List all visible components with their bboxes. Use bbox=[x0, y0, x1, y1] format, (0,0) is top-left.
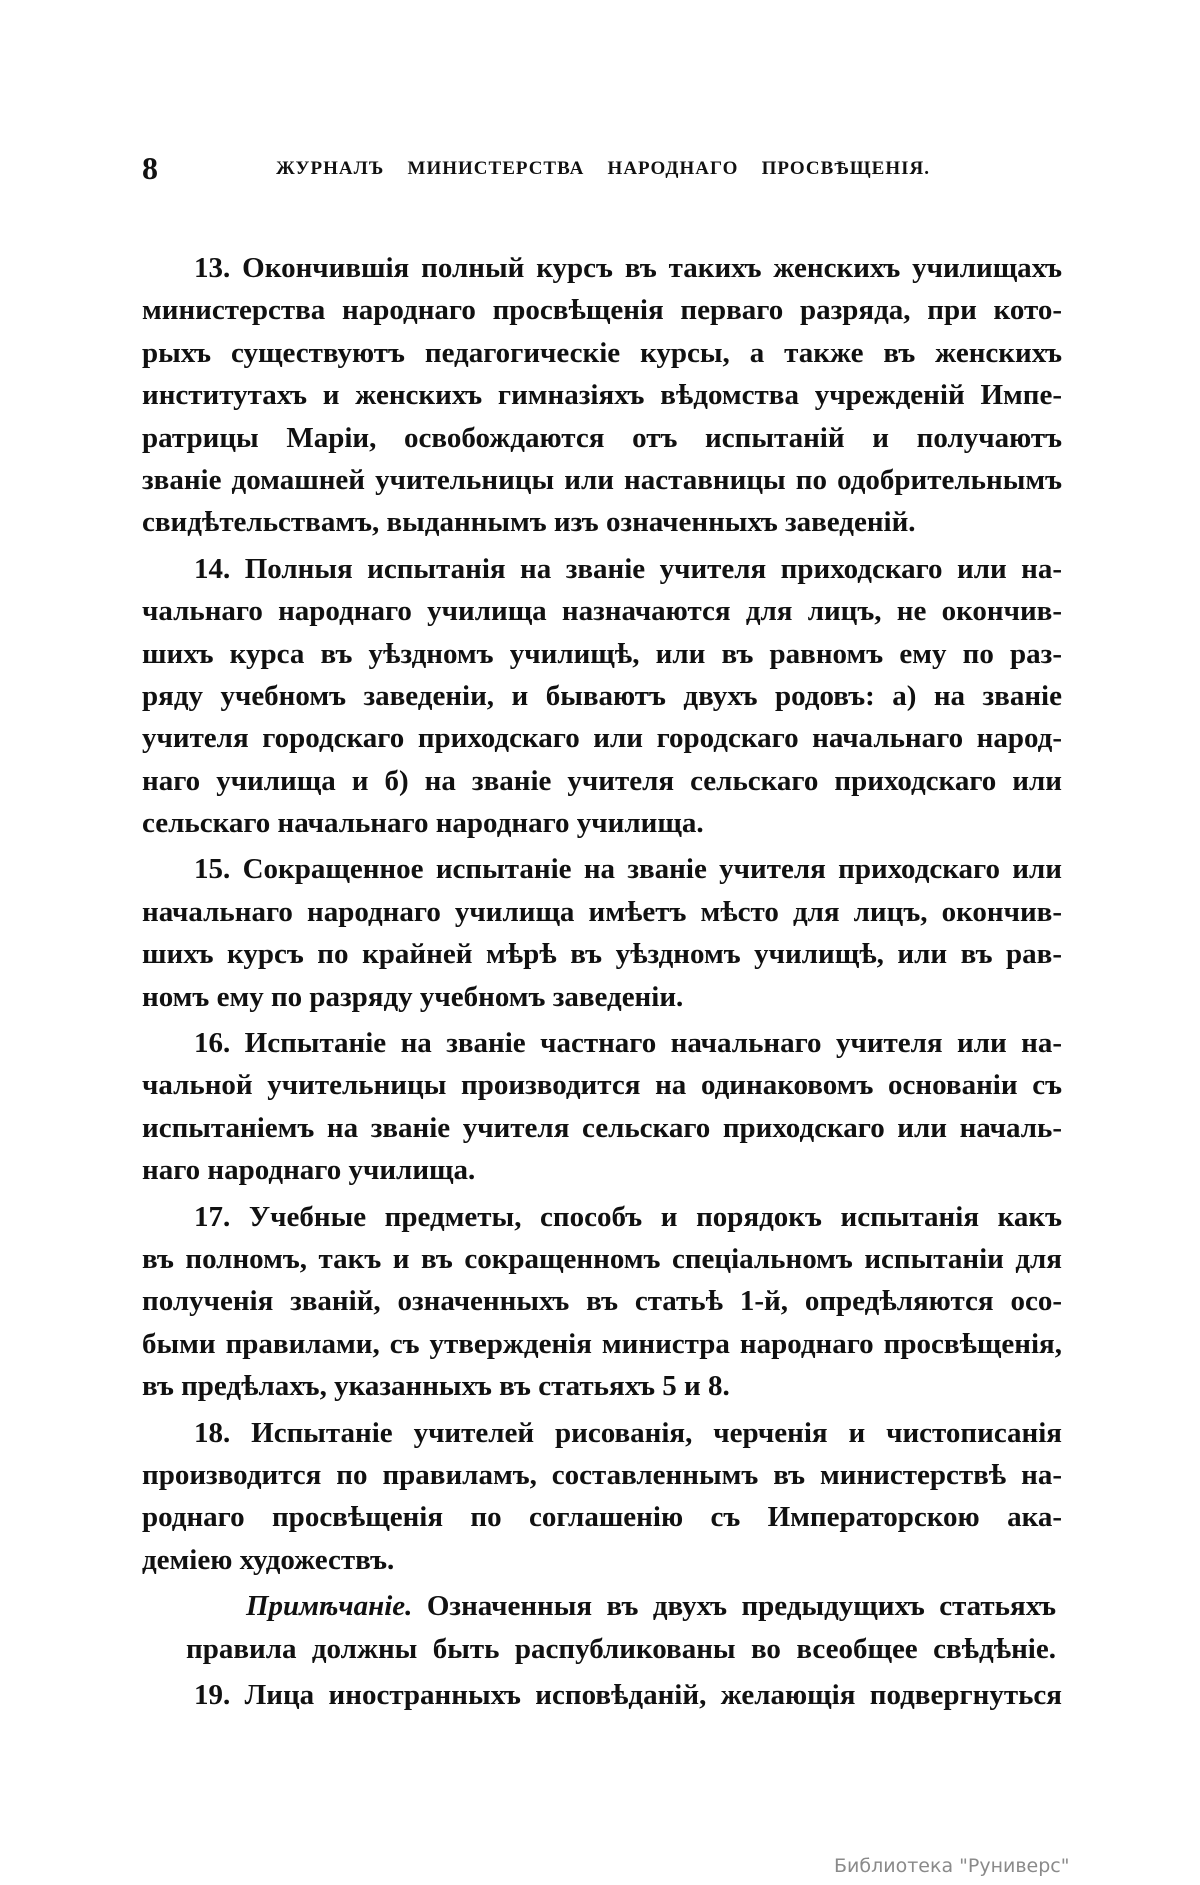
paragraph bbox=[142, 1196, 1062, 1408]
paragraph bbox=[142, 548, 1062, 845]
text-line: наго училища и б) на званіе учителя сельскаго приходскаго или bbox=[142, 764, 1062, 797]
paragraph bbox=[142, 247, 1062, 544]
text-line: полученія званій, означенныхъ въ статьѣ 1-й, опредѣляются осо- bbox=[142, 1285, 1062, 1318]
text-line: номъ ему по разряду учебномъ заведеніи. bbox=[142, 980, 684, 1013]
page-number: 8 bbox=[142, 150, 158, 186]
text-line: шихъ курса въ уѣздномъ училищѣ, или въ равномъ ему по раз- bbox=[142, 637, 1062, 670]
text-line: званіе домашней учительницы или наставницы по одобрительнымъ bbox=[142, 463, 1062, 496]
text-line: въ предѣлахъ, указанныхъ въ статьяхъ 5 и 8. bbox=[142, 1370, 730, 1403]
text-line: 19. Лица иностранныхъ исповѣданій, желающія подвергнуться bbox=[194, 1678, 1062, 1711]
text-line: 18. Испытаніе учителей рисованія, черченія и чистописанія bbox=[194, 1416, 1062, 1449]
text-line: министерства народнаго просвѣщенія перваго разряда, при кото- bbox=[142, 294, 1062, 327]
text-line: деміею художествъ. bbox=[142, 1543, 395, 1576]
text-line: чальнаго народнаго училища назначаются для лицъ, не окончив- bbox=[142, 595, 1062, 628]
text-line: 14. Полныя испытанія на званіе учителя приходскаго или на- bbox=[194, 552, 1062, 585]
page-body bbox=[142, 243, 1062, 1716]
text-line: чальной учительницы производится на одинаковомъ основаніи съ bbox=[142, 1069, 1062, 1102]
text-line: испытаніемъ на званіе учителя сельскаго приходскаго или началь- bbox=[142, 1111, 1062, 1144]
text-line: начальнаго народнаго училища имѣетъ мѣсто для лицъ, окончив- bbox=[142, 895, 1062, 928]
text-line: наго народнаго училища. bbox=[142, 1154, 476, 1187]
note-line: правила должны быть распубликованы во всеобщее свѣдѣніе. bbox=[186, 1632, 1056, 1665]
running-header bbox=[142, 150, 1062, 186]
note-label: Примѣчаніе. bbox=[246, 1590, 413, 1623]
text-line: роднаго просвѣщенія по соглашенію съ Императорскою ака- bbox=[142, 1501, 1062, 1534]
text-line: сельскаго начальнаго народнаго училища. bbox=[142, 807, 704, 840]
paragraph bbox=[142, 1022, 1062, 1192]
library-watermark: Библиотека "Руниверс" bbox=[834, 1855, 1070, 1877]
text-line: ряду учебномъ заведеніи, и бываютъ двухъ родовъ: а) на званіе bbox=[142, 679, 1062, 712]
paragraph bbox=[142, 848, 1062, 1018]
note-line bbox=[142, 1585, 1062, 1627]
text-line: быми правилами, съ утвержденія министра народнаго просвѣщенія, bbox=[142, 1327, 1062, 1360]
text-line: 13. Окончившія полный курсъ въ такихъ женскихъ училищахъ bbox=[194, 252, 1062, 284]
paragraph-19 bbox=[142, 1674, 1062, 1716]
text-line: свидѣтельствамъ, выданнымъ изъ означенныхъ заведеній. bbox=[142, 506, 916, 539]
text-line: институтахъ и женскихъ гимназіяхъ вѣдомства учрежденій Импе- bbox=[142, 379, 1062, 412]
paragraph bbox=[142, 1412, 1062, 1582]
text-line: рыхъ существуютъ педагогическіе курсы, а также въ женскихъ bbox=[142, 336, 1062, 369]
text-line: 17. Учебные предметы, способъ и порядокъ испытанія какъ bbox=[194, 1200, 1062, 1233]
text-line: 15. Сокращенное испытаніе на званіе учителя приходскаго или bbox=[194, 853, 1062, 886]
text-line: въ полномъ, такъ и въ сокращенномъ спеціальномъ испытаніи для bbox=[142, 1242, 1062, 1275]
note bbox=[142, 1585, 1062, 1670]
text-line: производится по правиламъ, составленнымъ въ министерствѣ на- bbox=[142, 1458, 1062, 1491]
running-title: ЖУРНАЛЪ МИНИСТЕРСТВА НАРОДНАГО ПРОСВѢЩЕНІЯ. bbox=[276, 158, 930, 179]
text-line: учителя городскаго приходскаго или городскаго начальнаго народ- bbox=[142, 722, 1062, 755]
text-line: шихъ курсъ по крайней мѣрѣ въ уѣздномъ училищѣ, или въ рав- bbox=[142, 938, 1062, 971]
text-line: 16. Испытаніе на званіе частнаго начальнаго учителя или на- bbox=[194, 1027, 1062, 1060]
note-text: Означенныя въ двухъ предыдущихъ статьяхъ bbox=[412, 1590, 1056, 1623]
text-line: ратрицы Маріи, освобождаются отъ испытаній и получаютъ bbox=[142, 421, 1062, 454]
